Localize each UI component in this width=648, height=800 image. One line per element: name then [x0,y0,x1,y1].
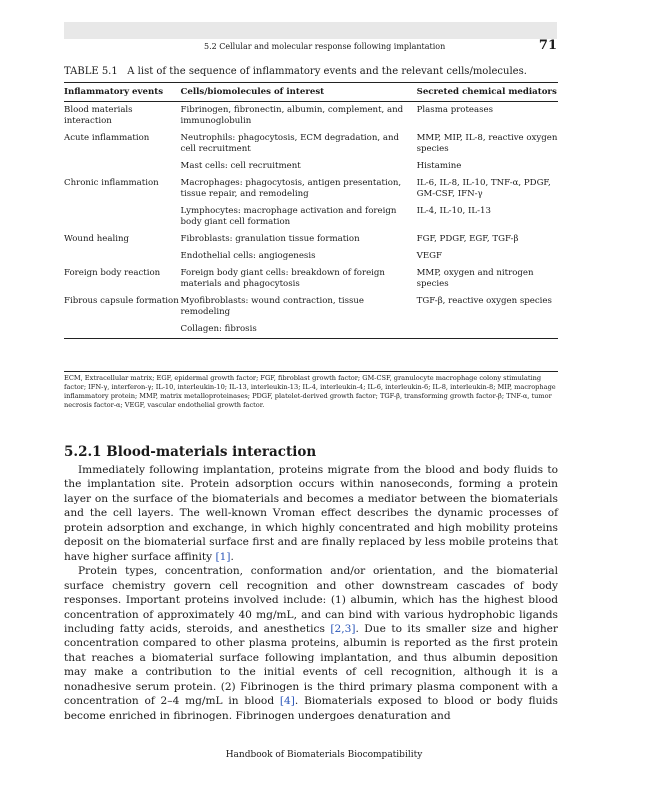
table-row [64,130,558,158]
section-heading: 5.2.1 Blood-materials interaction [64,444,317,460]
table-cell-mediators: Plasma proteases [416,105,494,115]
table [64,82,558,339]
table-row [64,175,558,203]
citation-link[interactable]: [4] [279,695,295,708]
body-text [64,463,558,723]
paragraph-text: . Due to its smaller size and higher concentration compared to other plasma proteins, albumin is reported as the first protein that reaches a biomaterial surface following implantation, and thus albumin deposition may make a contribution to the initial events of cell recognition, although it is a nonadhesive serum protein. (2) Fibrinogen is the third primary plasma component with a concentration of 2–4 mg/mL in blood [64,622,558,708]
table-cell-cells: Fibroblasts: granulation tissue formation [180,234,360,244]
page-footer: Handbook of Biomaterials Biocompatibility [225,750,423,760]
table-cell-cells: Collagen: fibrosis [180,324,257,334]
table-cell-event: Acute inflammation [64,133,150,143]
running-head [64,40,557,56]
table-cell-cells: Lymphocytes: macrophage activation and foreign body giant cell formation [180,206,397,227]
table-cell-mediators: MMP, oxygen and nitrogen species [416,268,534,289]
table-row [64,265,558,293]
table-cell-mediators: Histamine [416,161,462,171]
paragraph-text: . [230,550,234,563]
table-cell-cells: Foreign body giant cells: breakdown of foreign materials and phagocytosis [180,268,385,289]
table-header-cell: Secreted chemical mediators [417,83,558,102]
table-cell-mediators: TGF-β, reactive oxygen species [416,296,552,306]
table-label: TABLE 5.1 [64,66,118,77]
table-caption-text: A list of the sequence of inflammatory events and the relevant cells/molecules. [127,66,527,77]
table-cell-mediators: IL-6, IL-8, IL-10, TNF-α, PDGF, GM-CSF, IFN-γ [416,178,551,199]
table-cell-cells: Mast cells: cell recruitment [180,161,301,171]
citation-link[interactable]: [2,3] [330,622,356,635]
paragraph-text: Immediately following implantation, proteins migrate from the blood and body fluids to the implantation site. Protein adsorption occurs within nanoseconds, forming a protein layer on the surface of the biomaterials and becomes a mediator between the biomaterials and the cell layers. The well-known Vroman effect describes the dynamic processes of protein adsorption and exchange, in which highly concentrated and high mobility proteins deposit on the biomaterial surface first and are finally replaced by less mobile proteins that have higher surface affinity [64,464,558,563]
table-header-cell: Inflammatory events [64,83,181,102]
citation-link[interactable]: [1] [215,550,231,563]
table-cell-cells: Fibrinogen, fibronectin, albumin, complement, and immunoglobulin [180,105,404,126]
paragraph [64,564,558,723]
table-cell-event: Wound healing [64,234,130,244]
table-footnote: ECM, Extracellular matrix; EGF, epidermal growth factor; FGF, fibroblast growth factor; GM-CSF, granulocyte macrophage colony stimulating factor; IFN-γ, interferon-γ; IL-10, interleukin-10; IL-13, interleukin-13; IL-4, interleukin-4; IL-6, interleukin-6; IL-8, interleukin-8; MIP, macrophage inflammatory protein; MMP, matrix metalloproteinases; PDGF, platelet-derived growth factor; TGF-β, transforming growth factor-β; TNF-α, tumor necrosis factor-α; VEGF, vascular endothelial growth factor. [64,371,558,410]
table-header-cell: Cells/biomolecules of interest [181,83,417,102]
table-body [64,102,558,339]
table-row [64,293,558,321]
table-row [64,321,558,338]
header-bar [64,22,557,39]
paragraph [64,463,558,564]
table-cell-event: Foreign body reaction [64,268,161,278]
table-cell-mediators: VEGF [416,251,442,261]
page-number: 71 [538,38,557,53]
paragraph-text: Protein types, concentration, conformation and/or orientation, and the biomaterial surface chemistry govern cell recognition and other downstream cascades of body responses. Important proteins involved include: (1) albumin, which has the highest blood concentration of approximately 40 mg/mL, and can bind with various hydrophobic ligands including fatty acids, steroids, and anesthetics [64,565,558,635]
table-cell-mediators: FGF, PDGF, EGF, TGF-β [416,234,519,244]
table-caption [64,66,527,77]
table-cell-event [64,321,181,338]
table-row [64,248,558,265]
table-row [64,102,558,131]
table-cell-event [64,248,181,265]
table-row [64,203,558,231]
table-row [64,158,558,175]
paragraph-text: . Biomaterials exposed to blood or body fluids become enriched in fibrinogen. Fibrinogen undergoes denaturation and [64,695,558,722]
table-cell-event [64,158,181,175]
table-cell-event [64,203,181,231]
table-cell-cells: Myofibroblasts: wound contraction, tissue remodeling [180,296,365,317]
table-cell-event: Chronic inflammation [64,178,159,188]
table-header-row [64,83,558,102]
table-cell-mediators: MMP, MIP, IL-8, reactive oxygen species [416,133,558,154]
table-cell-cells: Endothelial cells: angiogenesis [180,251,316,261]
running-head-title: 5.2 Cellular and molecular response following implantation [204,42,446,51]
table-cell-mediators: IL-4, IL-10, IL-13 [416,206,491,216]
table-cell-cells: Macrophages: phagocytosis, antigen presentation, tissue repair, and remodeling [180,178,402,199]
table-cell-mediators [417,321,558,338]
table-cell-event: Blood materials interaction [64,105,133,126]
table-row [64,231,558,248]
table-cell-event: Fibrous capsule formation [64,296,179,306]
table-cell-cells: Neutrophils: phagocytosis, ECM degradation, and cell recruitment [180,133,399,154]
